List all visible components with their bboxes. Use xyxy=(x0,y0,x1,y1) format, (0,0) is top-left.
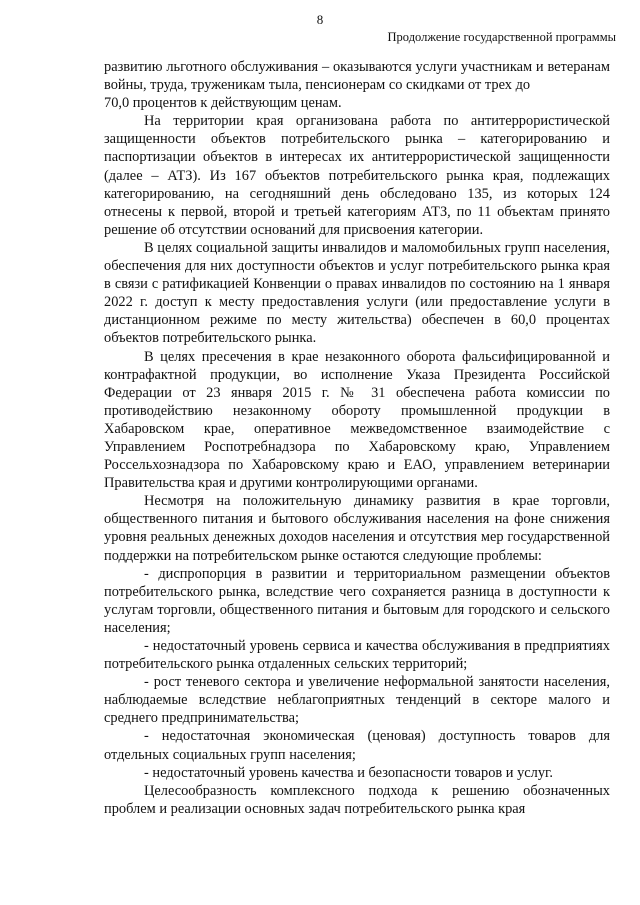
paragraph: В целях пресечения в крае незаконного оборота фальсифицированной и контрафактной продукции, во исполнение Указа Президента Российской Федерации от 23 января 2015 г. № 31 обеспечена работа комиссии по противодействию незаконному обороту промышленной продукции в Хабаровском крае, оперативное межведомственное взаимодействие с Управлением Роспотребнадзора по Хабаровскому краю, Управлением Россельхознадзора по Хабаровскому краю и ЕАО, управлением ветеринарии Правительства края и другими контролирующими органами. xyxy=(104,348,610,492)
list-item: - недостаточный уровень сервиса и качества обслуживания в предприятиях потребительского рынка отдаленных сельских территорий; xyxy=(104,638,610,673)
paragraph: развитию льготного обслуживания – оказываются услуги участникам и ветеранам войны, труда, труженикам тыла, пенсионерам со скидками от трех до xyxy=(104,59,610,94)
list-item: - недостаточный уровень качества и безопасности товаров и услуг. xyxy=(144,764,553,781)
paragraph: На территории края организована работа по антитеррористической защищенности объектов потребительского рынка – категорированию и паспортизации объектов в интересах их антитеррористической защищенности (далее – АТЗ). Из 167 объектов потребительского рынка края, подлежащих категорированию, на сегодняшний день обследовано 135, из которых 124 отнесены к первой, второй и третьей категориям АТЗ, по 11 объектам принято решение об отсутствии оснований для присвоения категории. xyxy=(104,113,610,238)
paragraph: Целесообразность комплексного подхода к решению обозначенных проблем и реализации основных задач потребительского рынка края xyxy=(104,782,610,817)
document-body xyxy=(104,58,610,818)
page-number: 8 xyxy=(316,12,324,27)
paragraph: В целях социальной защиты инвалидов и маломобильных групп населения, обеспечения для них доступности объектов и услуг потребительского рынка края в связи с ратификацией Конвенции о правах инвалидов по состоянию на 1 января 2022 г. доступ к месту предоставления услуги (или предоставление услуги в дистанционном режиме по месту жительства) обеспечен в 60,0 процентах объектов потребительского рынка. xyxy=(104,239,610,347)
paragraph: 70,0 процентов к действующим ценам. xyxy=(104,95,342,112)
paragraph: Несмотря на положительную динамику развития в крае торговли, общественного питания и бытового обслуживания населения на фоне снижения уровня реальных денежных доходов населения и отсутствия мер государственной поддержки на потребительском рынке остаются следующие проблемы: xyxy=(104,493,610,564)
running-header: Продолжение государственной программы xyxy=(387,30,616,44)
list-item: - недостаточная экономическая (ценовая) доступность товаров для отдельных социальных групп населения; xyxy=(104,728,610,763)
list-item: - рост теневого сектора и увеличение неформальной занятости населения, наблюдаемые вследствие неблагоприятных тенденций в секторе малого и среднего предпринимательства; xyxy=(104,674,610,727)
list-item: - диспропорция в развитии и территориальном размещении объектов потребительского рынка, вследствие чего сохраняется разница в доступности к услугам торговли, общественного питания и бытовым для городского и сельского населения; xyxy=(104,565,610,636)
